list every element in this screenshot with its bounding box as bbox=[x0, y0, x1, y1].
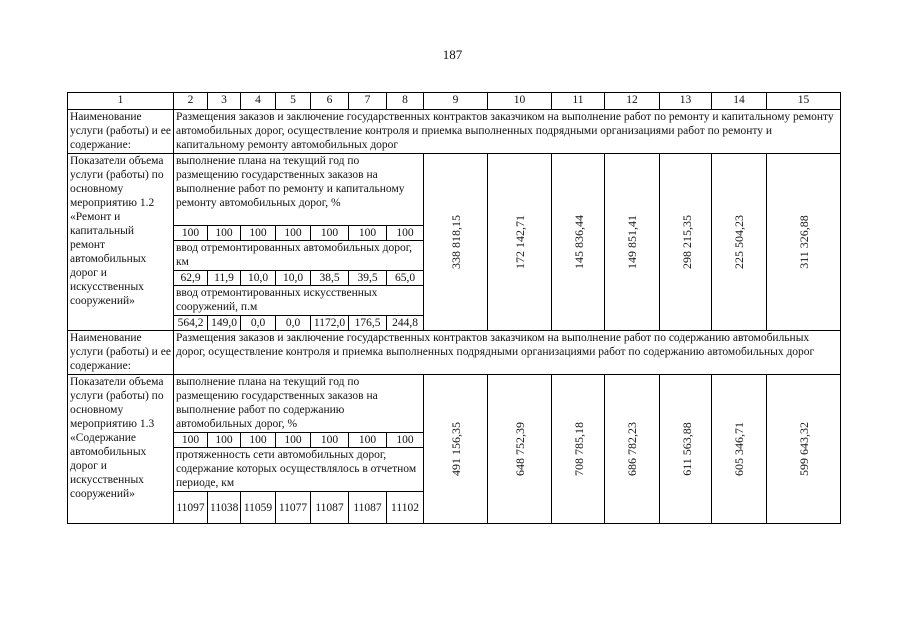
header-cell: 6 bbox=[311, 93, 349, 110]
finance-value: 145 836,44 bbox=[572, 214, 586, 269]
block1-finance-cell bbox=[712, 154, 767, 331]
page-number: 187 bbox=[442, 47, 463, 62]
block1-finance-cell bbox=[660, 154, 712, 331]
value-cell: 100 bbox=[174, 433, 208, 448]
finance-value: 338 818,15 bbox=[448, 214, 463, 269]
block1-ind3-text: ввод отремонтированных искусственных сооружений, п.м bbox=[174, 286, 424, 316]
block1-finance-cell bbox=[488, 154, 552, 331]
block2-ind1-text: выполнение плана на текущий год по размещению государственных заказов на выполнение работ по содержанию автомобильных дорог, % bbox=[174, 375, 424, 433]
finance-value: 491 156,35 bbox=[448, 421, 463, 476]
block1-finance-cell bbox=[767, 154, 841, 331]
block2-name-label: Наименование услуги (работы) и ее содержание: bbox=[68, 331, 174, 375]
value-cell: 11097 bbox=[174, 492, 208, 524]
value-cell: 100 bbox=[311, 433, 349, 448]
block2-ind2-text: протяженность сети автомобильных дорог, содержание которых осуществлялось в отчетном периоде, км bbox=[174, 448, 424, 492]
block2-ind1-text-row bbox=[68, 375, 841, 433]
value-cell: 100 bbox=[387, 226, 424, 241]
block1-name-value: Размещения заказов и заключение государственных контрактов заказчиком на выполнение работ по ремонту и капитальному ремонту автомобильных дорог, осуществление контроля и приемка выполненных подрядными организациями работ по ремонту и капитальному ремонту автомобильных дорог bbox=[174, 110, 841, 154]
value-cell: 0,0 bbox=[276, 316, 311, 331]
header-cell: 1 bbox=[68, 93, 174, 110]
block1-indicators-label: Показатели объема услуги (работы) по основному мероприятию 1.2 «Ремонт и капитальный ремонт автомобильных дорог и искусственных сооружений» bbox=[68, 154, 174, 331]
block2-finance-cell bbox=[605, 375, 660, 524]
value-cell: 100 bbox=[174, 226, 208, 241]
block2-finance-cell bbox=[767, 375, 841, 524]
value-cell: 11102 bbox=[387, 492, 424, 524]
block1-finance-cell bbox=[552, 154, 605, 331]
block2-finance-cell bbox=[488, 375, 552, 524]
header-cell: 3 bbox=[208, 93, 241, 110]
value-cell: 11038 bbox=[208, 492, 241, 524]
value-cell: 10,0 bbox=[241, 271, 276, 286]
header-cell: 2 bbox=[174, 93, 208, 110]
value-cell: 244,8 bbox=[387, 316, 424, 331]
program-table bbox=[67, 92, 841, 524]
finance-value: 311 326,88 bbox=[796, 214, 811, 269]
value-cell: 100 bbox=[208, 226, 241, 241]
value-cell: 62,9 bbox=[174, 271, 208, 286]
value-cell: 176,5 bbox=[349, 316, 387, 331]
header-row bbox=[68, 93, 841, 110]
block1-finance-cell bbox=[605, 154, 660, 331]
header-cell: 9 bbox=[424, 93, 488, 110]
block1-ind1-text-row bbox=[68, 154, 841, 226]
value-cell: 11077 bbox=[276, 492, 311, 524]
value-cell: 100 bbox=[387, 433, 424, 448]
block2-finance-cell bbox=[552, 375, 605, 524]
block1-ind1-text: выполнение плана на текущий год по размещению государственных заказов на выполнение работ по ремонту и капитальному ремонту автомобильных дорог, % bbox=[174, 154, 424, 226]
header-cell: 15 bbox=[767, 93, 841, 110]
value-cell: 11087 bbox=[349, 492, 387, 524]
value-cell: 100 bbox=[241, 226, 276, 241]
finance-value: 611 563,88 bbox=[679, 421, 694, 476]
finance-value: 599 643,32 bbox=[796, 421, 811, 476]
value-cell: 11087 bbox=[311, 492, 349, 524]
finance-value: 708 785,18 bbox=[572, 421, 586, 476]
header-cell: 11 bbox=[552, 93, 605, 110]
finance-value: 605 346,71 bbox=[732, 421, 746, 476]
block1-finance-cell bbox=[424, 154, 488, 331]
header-cell: 10 bbox=[488, 93, 552, 110]
block2-indicators-label: Показатели объема услуги (работы) по основному мероприятию 1.3 «Содержание автомобильных дорог и искусственных сооружений» bbox=[68, 375, 174, 524]
block1-ind2-text: ввод отремонтированных автомобильных дорог, км bbox=[174, 241, 424, 271]
header-cell: 5 bbox=[276, 93, 311, 110]
value-cell: 11,9 bbox=[208, 271, 241, 286]
block2-finance-cell bbox=[712, 375, 767, 524]
header-cell: 14 bbox=[712, 93, 767, 110]
block2-name-row bbox=[68, 331, 841, 375]
value-cell: 100 bbox=[349, 433, 387, 448]
header-cell: 7 bbox=[349, 93, 387, 110]
finance-value: 686 782,23 bbox=[625, 421, 639, 476]
value-cell: 100 bbox=[311, 226, 349, 241]
header-cell: 12 bbox=[605, 93, 660, 110]
header-cell: 4 bbox=[241, 93, 276, 110]
value-cell: 39,5 bbox=[349, 271, 387, 286]
block1-name-label: Наименование услуги (работы) и ее содержание: bbox=[68, 110, 174, 154]
block1-name-row bbox=[68, 110, 841, 154]
block2-finance-cell bbox=[660, 375, 712, 524]
finance-value: 172 142,71 bbox=[512, 214, 527, 269]
finance-value: 648 752,39 bbox=[512, 421, 527, 476]
value-cell: 100 bbox=[276, 433, 311, 448]
value-cell: 38,5 bbox=[311, 271, 349, 286]
value-cell: 1172,0 bbox=[311, 316, 349, 331]
value-cell: 11059 bbox=[241, 492, 276, 524]
value-cell: 10,0 bbox=[276, 271, 311, 286]
block2-name-value: Размещения заказов и заключение государственных контрактов заказчиком на выполнение работ по содержанию автомобильных дорог, осуществление контроля и приемка выполненных подрядными организациями работ по содержанию автомобильных дорог bbox=[174, 331, 841, 375]
value-cell: 149,0 bbox=[208, 316, 241, 331]
finance-value: 225 504,23 bbox=[732, 214, 746, 269]
value-cell: 100 bbox=[276, 226, 311, 241]
value-cell: 100 bbox=[241, 433, 276, 448]
value-cell: 65,0 bbox=[387, 271, 424, 286]
value-cell: 100 bbox=[349, 226, 387, 241]
value-cell: 564,2 bbox=[174, 316, 208, 331]
finance-value: 298 215,35 bbox=[680, 214, 694, 269]
block2-finance-cell bbox=[424, 375, 488, 524]
finance-value: 149 851,41 bbox=[625, 214, 639, 269]
value-cell: 0,0 bbox=[241, 316, 276, 331]
header-cell: 8 bbox=[387, 93, 424, 110]
header-cell: 13 bbox=[660, 93, 712, 110]
value-cell: 100 bbox=[208, 433, 241, 448]
